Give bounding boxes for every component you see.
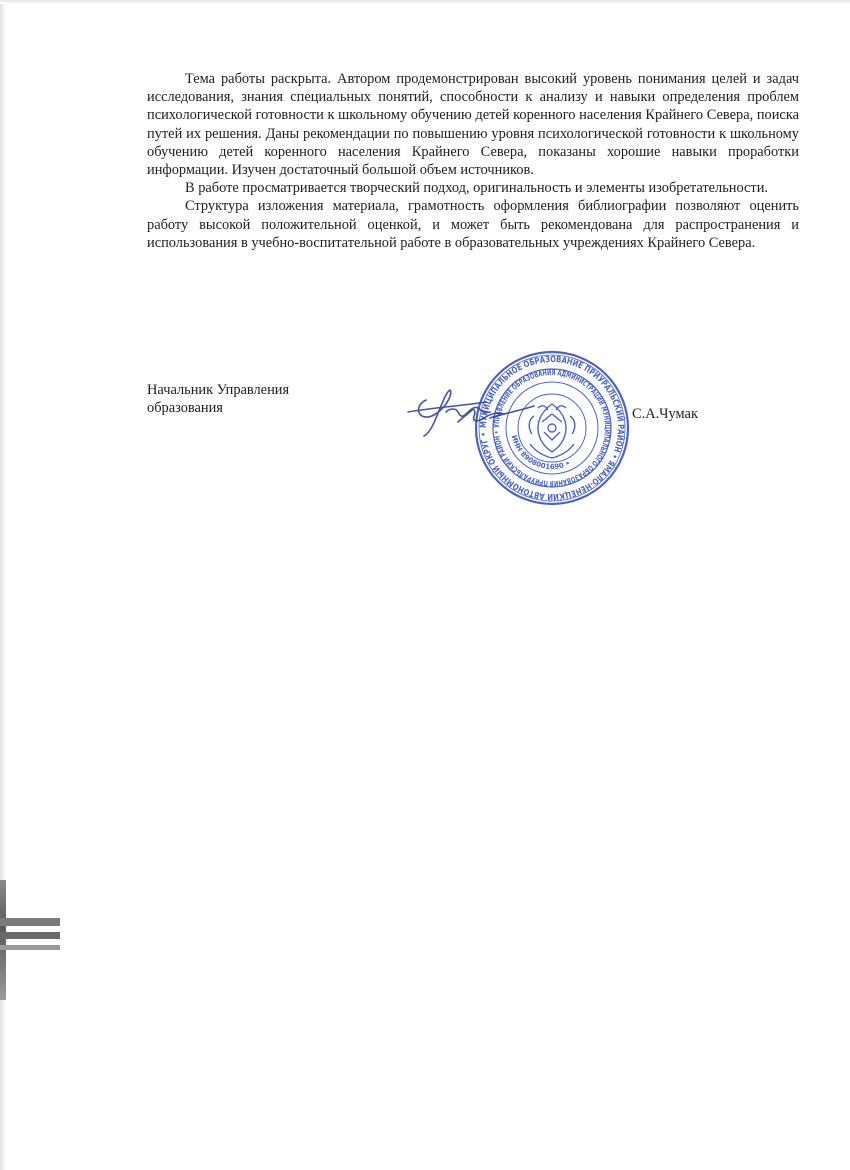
signer-name: С.А.Чумак [632,406,698,422]
paragraph-creativity: В работе просматривается творческий подход, оригинальность и элементы изобретательности. [185,180,768,197]
handwritten-signature [400,378,560,448]
scan-artifact-band [0,932,60,939]
paragraph-assessment: Тема работы раскрыта. Автором продемонстрирован высокий уровень понимания целей и задач исследования, знания специальных понятий, способности к анализу и навыки определения проблем психологической готовности к школьному обучению детей коренного населения Крайнего Севера, поиска путей их решения. Даны рекомендации по повышению уровня психологической готовности к школьному обучению детей коренного населения Крайнего Севера, показаны хорошие навыки проработки информации. Изучен достаточный большой объем источников. [147,71,799,179]
scan-artifact-band [0,918,60,926]
paragraph-recommendation: Структура изложения материала, грамотность оформления библиографии позволяют оценить работу высокой положительной оценкой, и может быть рекомендована для распространения и использования в учебно-воспитательной работе в образовательных учреждениях Крайнего Севера. [147,198,799,251]
seal-outer-text: МУНИЦИПАЛЬНОЕ ОБРАЗОВАНИЕ ПРИУРАЛЬСКИЙ РАЙОН • ЯМАЛО-НЕНЕЦКИЙ АВТОНОМНЫЙ ОКРУГ • [478,354,626,502]
signer-position-line1: Начальник Управления [147,382,290,398]
review-text [147,70,799,252]
seal-inner-text: УПРАВЛЕНИЕ ОБРАЗОВАНИЯ АДМИНИСТРАЦИИ МУНИЦИПАЛЬНОГО ОБРАЗОВАНИЯ ПРИУРАЛЬСКИЙ РАЙОН • [491,367,613,489]
scan-artifact-band [0,945,60,950]
scan-artifact [0,880,6,1000]
scan-edge-top [0,0,850,4]
signer-position-line2: образования [147,400,223,416]
seal-code-text: ИНН 8908001690 • [509,434,572,472]
signer-position [147,381,347,417]
